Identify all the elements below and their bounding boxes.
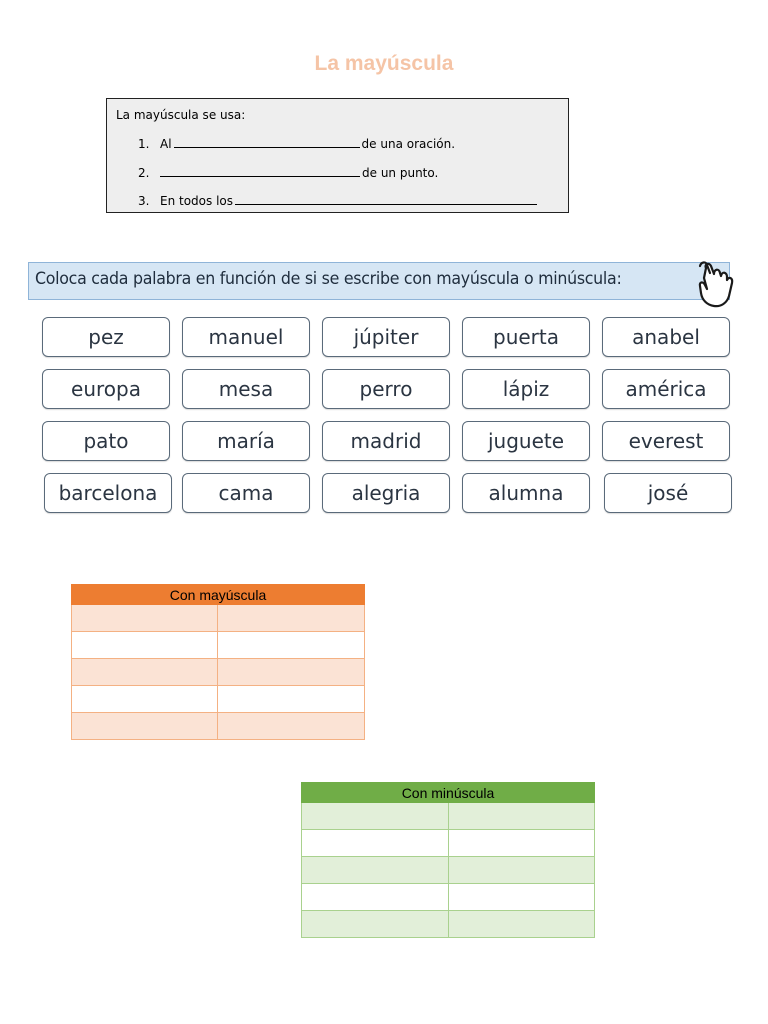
fill-blank[interactable] [160,165,360,177]
word-sorting-activity [28,262,732,520]
table-row [302,830,595,857]
instruction-text: Coloca cada palabra en función de si se escribe con mayúscula o minúscula: [35,269,622,289]
word-card[interactable]: juguete [462,421,590,461]
word-card[interactable]: madrid [322,421,450,461]
lowercase-table-header: Con minúscula [302,783,595,803]
table-row [72,632,365,659]
rules-intro: La mayúscula se usa: [116,108,246,122]
fill-blank[interactable] [174,136,360,148]
table-cell[interactable] [218,659,365,686]
uppercase-table [71,584,365,740]
uppercase-table-header: Con mayúscula [72,585,365,605]
table-cell[interactable] [448,803,595,830]
word-card[interactable]: everest [602,421,730,461]
word-card[interactable]: maría [182,421,310,461]
table-cell[interactable] [302,911,449,938]
table-cell[interactable] [218,605,365,632]
table-row [72,659,365,686]
table-cell[interactable] [72,686,218,713]
table-row [72,686,365,713]
table-row [302,884,595,911]
rule-text-after: de un punto. [362,166,439,180]
rule-item-2 [138,165,438,180]
fill-blank[interactable] [235,193,537,205]
word-card[interactable]: perro [322,369,450,409]
rule-text-before: En todos los [160,194,234,208]
word-card[interactable]: américa [602,369,730,409]
word-card[interactable]: mesa [182,369,310,409]
rule-number: 2. [138,166,150,180]
table-cell[interactable] [218,686,365,713]
word-card[interactable]: pato [42,421,170,461]
table-cell[interactable] [72,659,218,686]
table-cell[interactable] [72,632,218,659]
pointing-hand-icon [692,260,736,310]
table-row [302,857,595,884]
table-cell[interactable] [72,713,218,740]
table-cell[interactable] [302,830,449,857]
table-cell[interactable] [448,830,595,857]
table-cell[interactable] [302,857,449,884]
lowercase-table [301,782,595,938]
table-cell[interactable] [302,803,449,830]
word-card[interactable]: júpiter [322,317,450,357]
instruction-banner [28,262,730,300]
rule-number: 3. [138,194,150,208]
word-card[interactable]: europa [42,369,170,409]
word-card[interactable]: manuel [182,317,310,357]
word-card[interactable]: lápiz [462,369,590,409]
word-card[interactable]: josé [604,473,732,513]
word-card[interactable]: barcelona [44,473,172,513]
page-title: La mayúscula [314,52,454,75]
table-row [72,713,365,740]
rule-text-after: de una oración. [361,137,456,151]
table-cell[interactable] [72,605,218,632]
table-cell[interactable] [448,857,595,884]
rule-text-before: Al [160,137,172,151]
rules-box [106,98,569,213]
word-card[interactable]: alumna [462,473,590,513]
table-cell[interactable] [448,884,595,911]
word-card[interactable]: cama [182,473,310,513]
table-row [302,803,595,830]
word-card[interactable]: puerta [462,317,590,357]
rule-item-1 [138,136,455,151]
table-row [72,605,365,632]
table-cell[interactable] [448,911,595,938]
rule-item-3 [138,193,539,208]
table-row [302,911,595,938]
rule-number: 1. [138,137,150,151]
word-card[interactable]: alegria [322,473,450,513]
table-cell[interactable] [302,884,449,911]
table-cell[interactable] [218,632,365,659]
word-card[interactable]: pez [42,317,170,357]
word-card[interactable]: anabel [602,317,730,357]
table-cell[interactable] [218,713,365,740]
